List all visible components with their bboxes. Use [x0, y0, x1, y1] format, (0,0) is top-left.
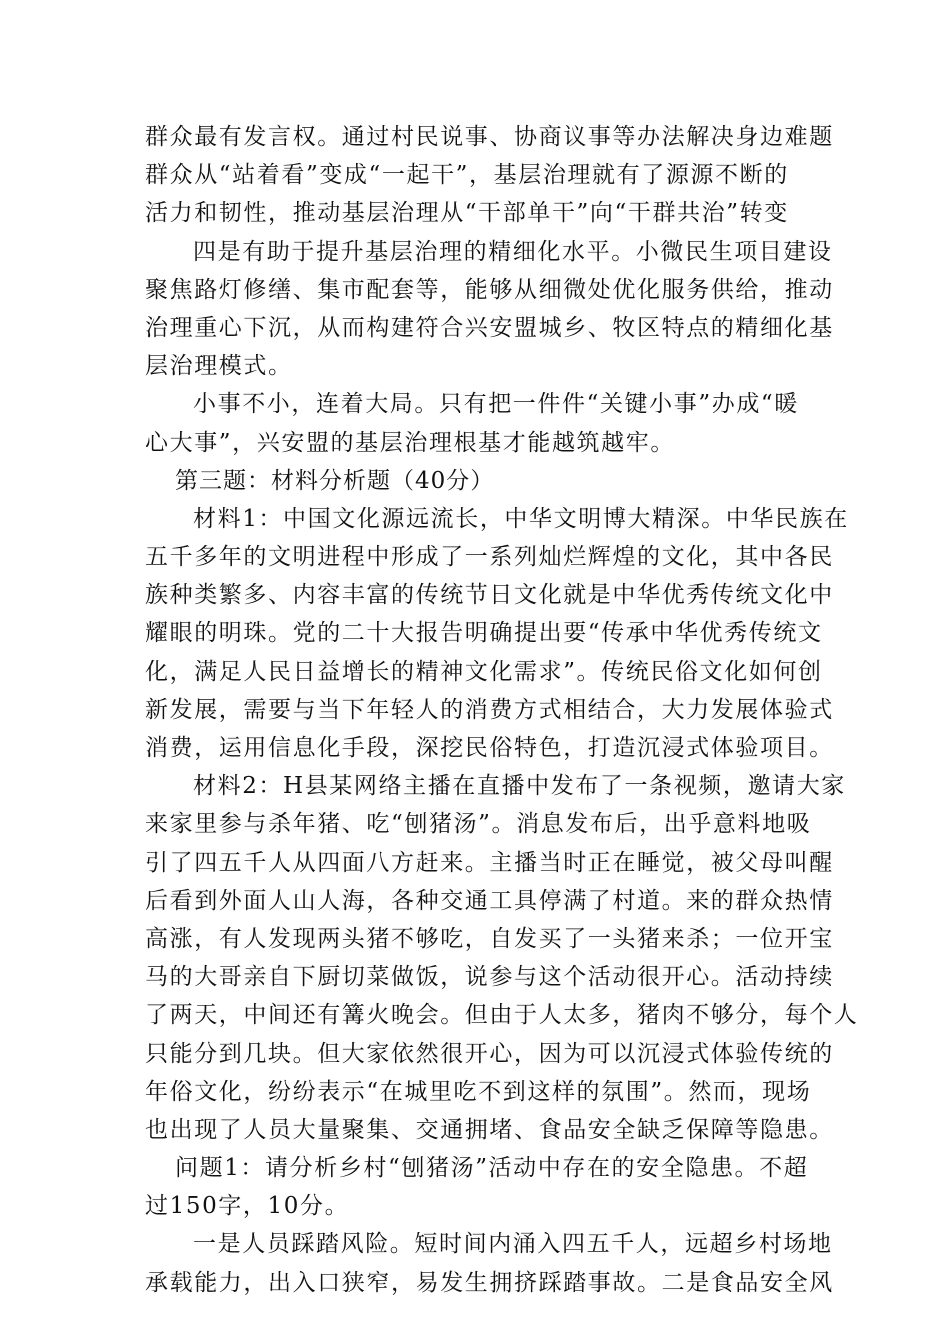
text-line: 过150字，10分。	[145, 1193, 350, 1220]
paragraph-start: 小事不小，连着大局。只有把一件件“关键小事”办成“暖	[193, 391, 799, 418]
paragraph-start: 材料1：中国文化源远流长，中华文明博大精深。中华民族在	[193, 505, 849, 532]
text-line: 后看到外面人山人海，各种交通工具停满了村道。来的群众热情	[145, 887, 834, 914]
text-line: 来家里参与杀年猪、吃“刨猪汤”。消息发布后，出乎意料地吸	[145, 811, 812, 838]
text-line: 年俗文化，纷纷表示“在城里吃不到这样的氛围”。然而，现场	[145, 1078, 812, 1105]
paragraph-start: 材料2：H县某网络主播在直播中发布了一条视频，邀请大家	[193, 773, 846, 800]
text-line: 五千多年的文明进程中形成了一系列灿烂辉煌的文化，其中各民	[145, 544, 834, 571]
text-line: 群众最有发言权。通过村民说事、协商议事等办法解决身边难题	[145, 124, 834, 150]
text-line: 活力和韧性，推动基层治理从“干部单干”向“干群共治”转变	[145, 200, 789, 227]
section-heading: 第三题：材料分析题（40分）	[175, 467, 495, 494]
text-line: 耀眼的明珠。党的二十大报告明确提出要“传承中华优秀传统文	[145, 620, 823, 647]
text-line: 聚焦路灯修缮、集市配套等，能够从细微处优化服务供给，推动	[145, 276, 834, 303]
text-line: 引了四五千人从四面八方赶来。主播当时正在睡觉，被父母叫醒	[145, 849, 834, 876]
text-line: 新发展，需要与当下年轻人的消费方式相结合，大力发展体验式	[145, 696, 834, 723]
text-line: 承载能力，出入口狭窄，易发生拥挤踩踏事故。二是食品安全风	[145, 1269, 834, 1296]
paragraph-start: 一是人员踩踏风险。短时间内涌入四五千人，远超乡村场地	[193, 1231, 833, 1258]
text-line: 消费，运用信息化手段，深挖民俗特色，打造沉浸式体验项目。	[145, 735, 834, 761]
text-line: 也出现了人员大量聚集、交通拥堵、食品安全缺乏保障等隐患。	[145, 1116, 834, 1143]
paragraph-start: 四是有助于提升基层治理的精细化水平。小微民生项目建设	[193, 238, 833, 265]
text-line: 心大事”，兴安盟的基层治理根基才能越筑越牢。	[145, 429, 675, 456]
text-line: 层治理模式。	[145, 353, 293, 380]
text-line: 了两天，中间还有篝火晚会。但由于人太多，猪肉不够分，每个人	[145, 1002, 859, 1029]
text-line: 只能分到几块。但大家依然很开心，因为可以沉浸式体验传统的	[145, 1040, 834, 1067]
text-line: 群众从“站着看”变成“一起干”，基层治理就有了源源不断的	[145, 162, 789, 189]
document-page	[145, 118, 859, 1302]
text-line: 马的大哥亲自下厨切菜做饭，说参与这个活动很开心。活动持续	[145, 964, 834, 991]
text-line: 治理重心下沉，从而构建符合兴安盟城乡、牧区特点的精细化基	[145, 314, 834, 341]
question-start: 问题1：请分析乡村“刨猪汤”活动中存在的安全隐患。不超	[175, 1155, 809, 1182]
text-line: 高涨，有人发现两头猪不够吃，自发买了一头猪来杀；一位开宝	[145, 925, 834, 952]
text-line: 化，满足人民日益增长的精神文化需求”。传统民俗文化如何创	[145, 658, 823, 685]
text-line: 族种类繁多、内容丰富的传统节日文化就是中华优秀传统文化中	[145, 582, 834, 609]
